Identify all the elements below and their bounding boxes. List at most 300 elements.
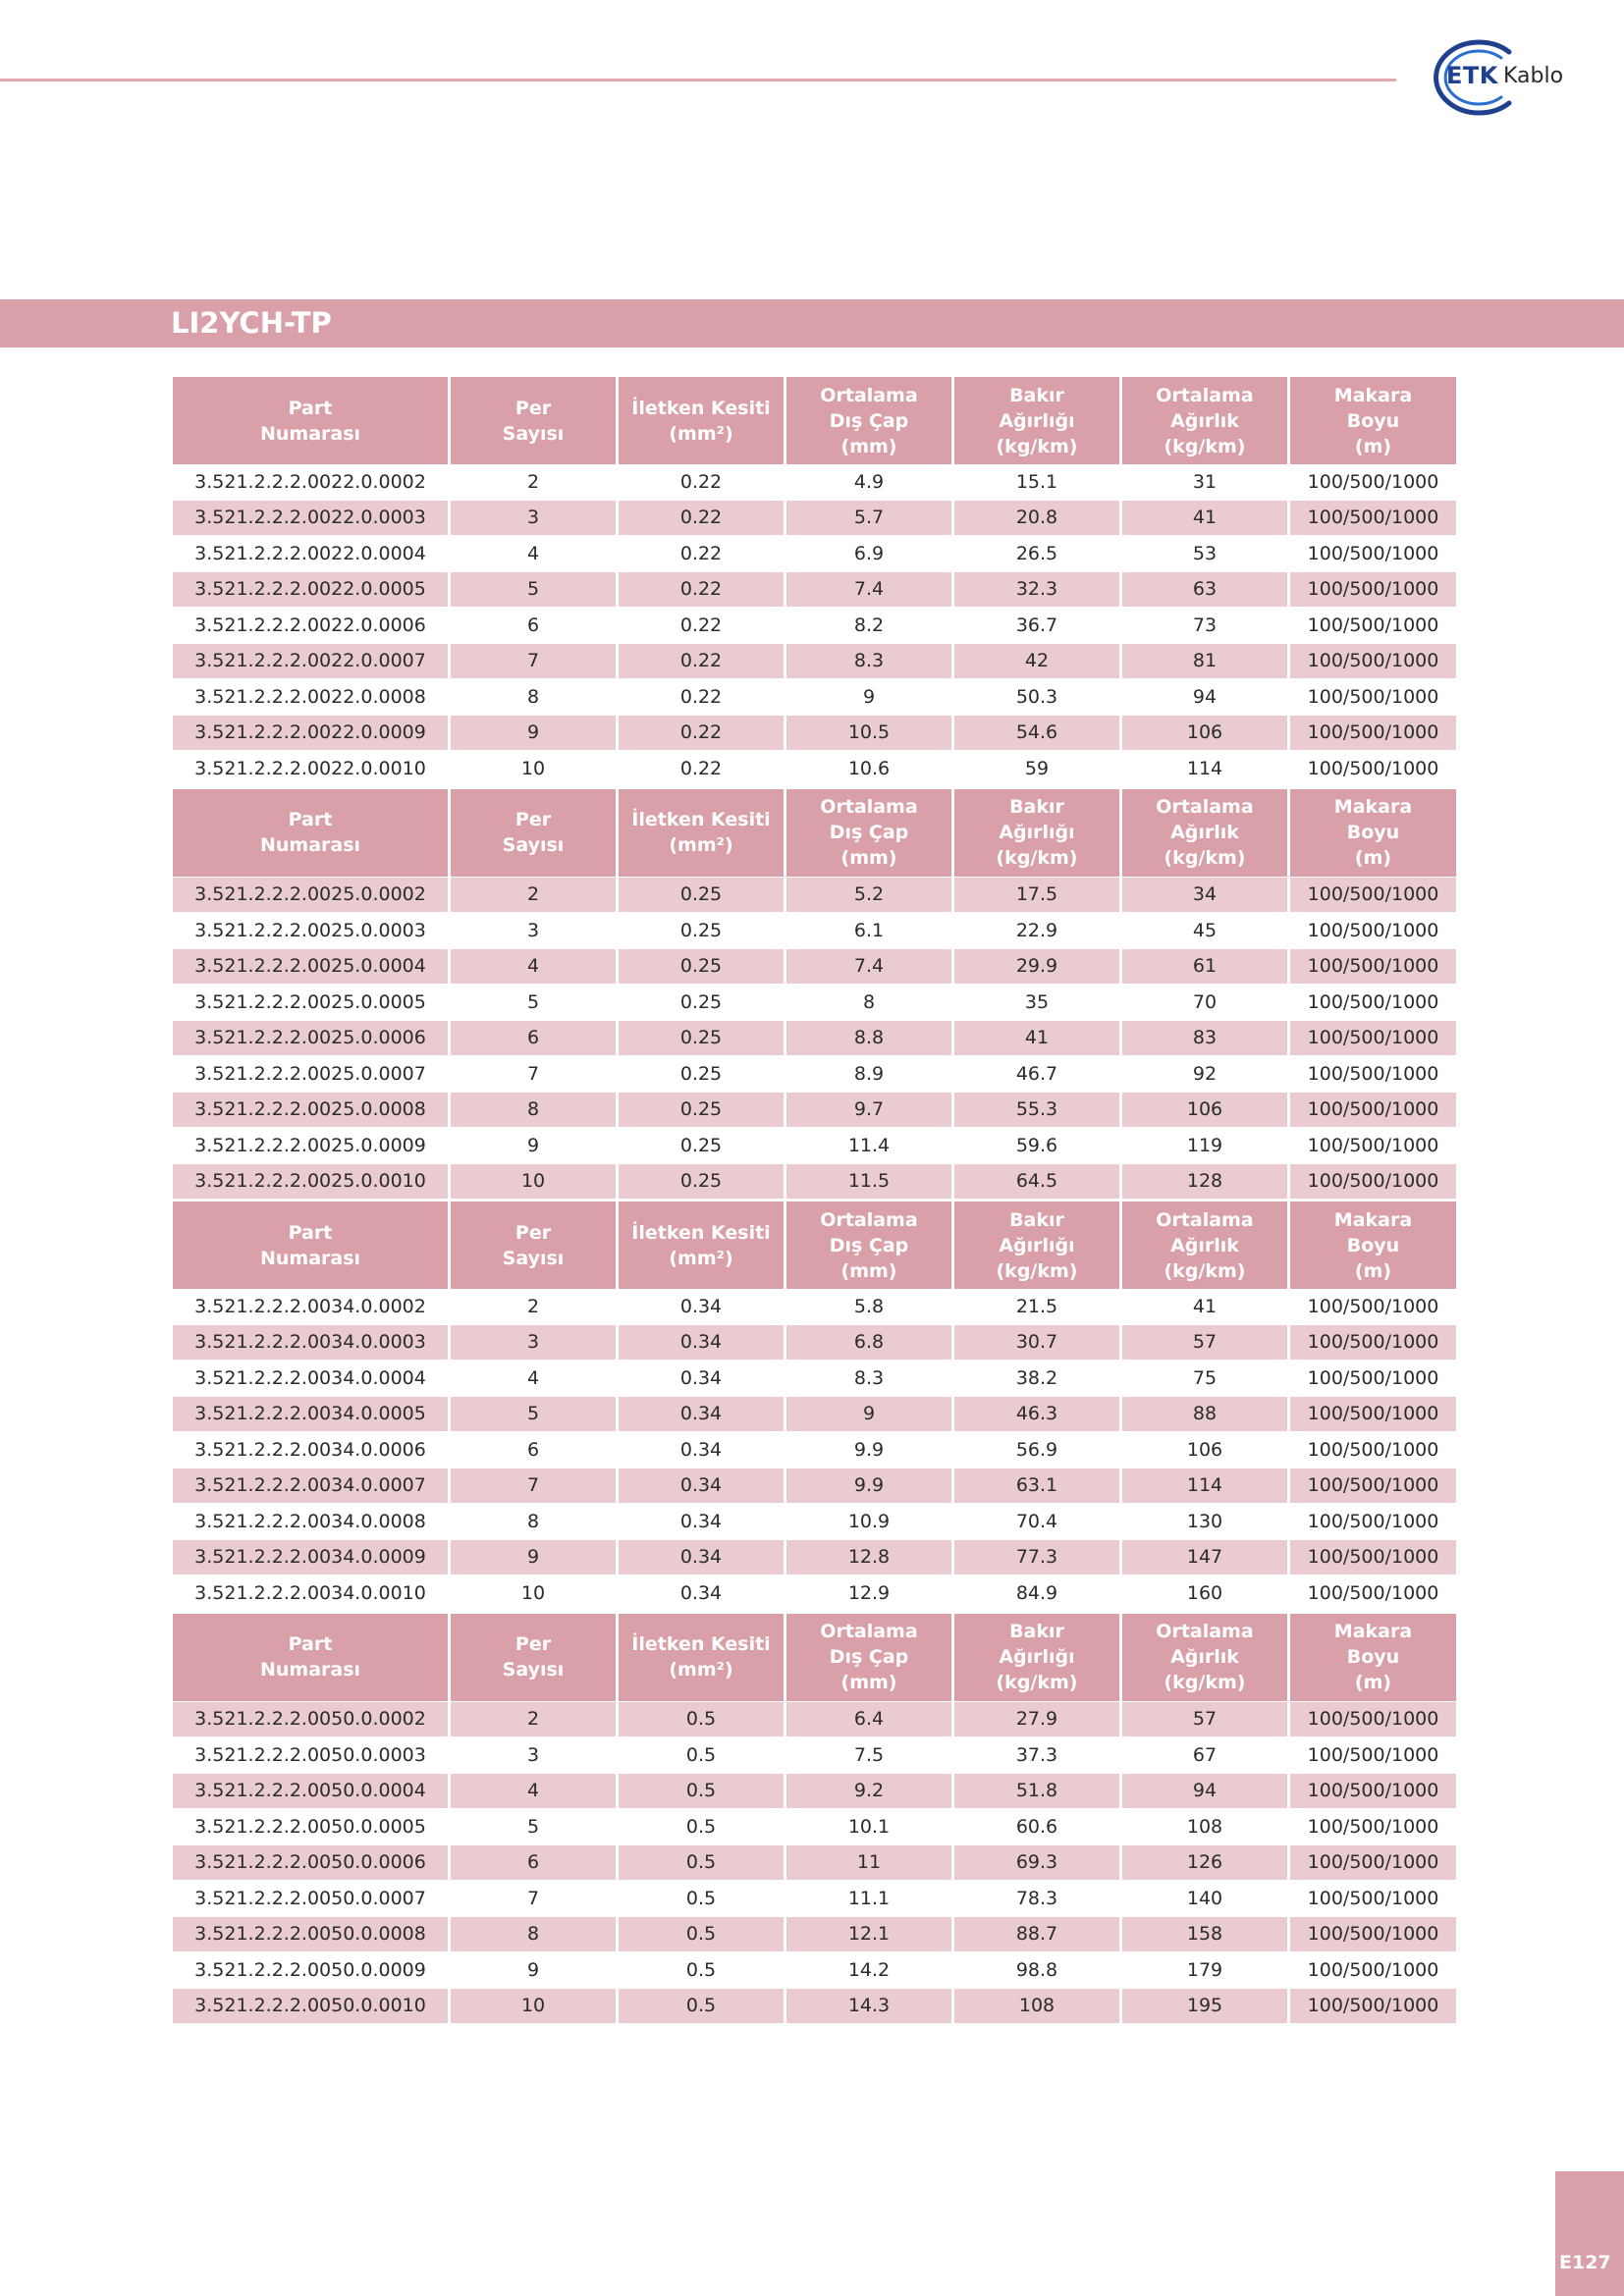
table-cell: 32.3	[953, 571, 1121, 608]
table-cell: 3.521.2.2.2.0025.0.0003	[172, 913, 450, 949]
table-cell: 2	[450, 1289, 618, 1324]
table-row	[172, 1128, 1458, 1164]
column-header-line: Per	[514, 809, 552, 830]
table-cell: 3.521.2.2.2.0022.0.0002	[172, 464, 450, 500]
column-header-line: Ortalama	[820, 384, 918, 406]
table-cell: 3.521.2.2.2.0025.0.0002	[172, 877, 450, 913]
table-cell: 158	[1121, 1916, 1289, 1952]
table-cell: 0.22	[618, 608, 785, 644]
table-cell: 84.9	[953, 1575, 1121, 1613]
table-cell: 100/500/1000	[1289, 571, 1458, 608]
table-cell: 3.521.2.2.2.0022.0.0010	[172, 751, 450, 788]
column-header	[1289, 1612, 1458, 1701]
column-header-line: Numarası	[259, 422, 361, 445]
table-cell: 0.25	[618, 948, 785, 985]
table-cell: 64.5	[953, 1163, 1121, 1201]
table-cell: 12.1	[785, 1916, 953, 1952]
table-cell: 3.521.2.2.2.0025.0.0006	[172, 1020, 450, 1056]
table-cell: 56.9	[953, 1432, 1121, 1468]
table-header-row	[172, 787, 1458, 877]
table-cell: 31	[1121, 464, 1289, 500]
table-cell: 7	[450, 1468, 618, 1504]
table-cell: 100/500/1000	[1289, 1881, 1458, 1917]
column-header-line: (kg/km)	[1164, 435, 1246, 457]
table-cell: 26.5	[953, 536, 1121, 572]
table-cell: 73	[1121, 608, 1289, 644]
table-cell: 9.7	[785, 1092, 953, 1128]
column-header-line: (m)	[1354, 1672, 1392, 1693]
table-cell: 6	[450, 1432, 618, 1468]
table-cell: 100/500/1000	[1289, 985, 1458, 1021]
column-header-line: Boyu	[1346, 1234, 1400, 1256]
table-cell: 9.9	[785, 1432, 953, 1468]
table-cell: 0.5	[618, 1952, 785, 1989]
table-cell: 100/500/1000	[1289, 1289, 1458, 1324]
table-cell: 70	[1121, 985, 1289, 1021]
table-cell: 75	[1121, 1361, 1289, 1397]
table-cell: 100/500/1000	[1289, 1468, 1458, 1504]
column-header-line: (mm²)	[669, 834, 733, 856]
table-row	[172, 1163, 1458, 1201]
table-cell: 106	[1121, 1092, 1289, 1128]
table-cell: 3	[450, 500, 618, 536]
column-header	[1289, 1201, 1458, 1290]
table-cell: 0.22	[618, 679, 785, 716]
table-cell: 3.521.2.2.2.0050.0.0010	[172, 1988, 450, 2024]
table-cell: 34	[1121, 877, 1289, 913]
table-cell: 83	[1121, 1020, 1289, 1056]
table-cell: 94	[1121, 1773, 1289, 1809]
column-header	[172, 376, 450, 465]
table-row	[172, 1324, 1458, 1361]
table-cell: 0.22	[618, 500, 785, 536]
table-cell: 10.1	[785, 1809, 953, 1845]
table-cell: 140	[1121, 1881, 1289, 1917]
table-cell: 3.521.2.2.2.0034.0.0008	[172, 1504, 450, 1540]
table-cell: 0.34	[618, 1575, 785, 1613]
column-header	[450, 787, 618, 877]
table-cell: 100/500/1000	[1289, 1432, 1458, 1468]
table-cell: 6.8	[785, 1324, 953, 1361]
table-cell: 3.521.2.2.2.0050.0.0003	[172, 1737, 450, 1774]
spec-table	[170, 374, 1459, 2024]
table-cell: 100/500/1000	[1289, 1701, 1458, 1737]
column-header-line: Part	[288, 809, 333, 830]
table-cell: 8.3	[785, 1361, 953, 1397]
table-cell: 100/500/1000	[1289, 679, 1458, 716]
table-cell: 100/500/1000	[1289, 751, 1458, 788]
table-cell: 0.25	[618, 913, 785, 949]
table-cell: 0.34	[618, 1539, 785, 1575]
table-cell: 8.2	[785, 608, 953, 644]
table-cell: 3.521.2.2.2.0025.0.0010	[172, 1163, 450, 1201]
table-cell: 46.7	[953, 1056, 1121, 1093]
table-cell: 60.6	[953, 1809, 1121, 1845]
table-cell: 7.4	[785, 948, 953, 985]
table-cell: 3.521.2.2.2.0025.0.0005	[172, 985, 450, 1021]
column-header	[785, 787, 953, 877]
table-cell: 9.9	[785, 1468, 953, 1504]
table-cell: 9	[450, 1952, 618, 1989]
table-row	[172, 1952, 1458, 1989]
column-header-line: Part	[288, 1221, 333, 1244]
table-cell: 0.34	[618, 1468, 785, 1504]
table-cell: 59.6	[953, 1128, 1121, 1164]
table-row	[172, 643, 1458, 679]
table-cell: 108	[1121, 1809, 1289, 1845]
table-cell: 3.521.2.2.2.0025.0.0008	[172, 1092, 450, 1128]
table-cell: 100/500/1000	[1289, 1361, 1458, 1397]
table-cell: 17.5	[953, 877, 1121, 913]
table-row	[172, 985, 1458, 1021]
column-header-line: Bakır	[1009, 796, 1064, 818]
table-cell: 4	[450, 1773, 618, 1809]
table-cell: 0.5	[618, 1773, 785, 1809]
table-cell: 10.5	[785, 715, 953, 751]
table-cell: 0.22	[618, 715, 785, 751]
table-row	[172, 715, 1458, 751]
table-cell: 6.4	[785, 1701, 953, 1737]
table-row	[172, 1844, 1458, 1881]
table-cell: 100/500/1000	[1289, 1128, 1458, 1164]
column-header-line: Ağırlığı	[999, 1234, 1075, 1256]
table-cell: 9	[450, 1128, 618, 1164]
table-cell: 106	[1121, 1432, 1289, 1468]
table-cell: 35	[953, 985, 1121, 1021]
column-header-line: Ağırlık	[1170, 822, 1239, 843]
column-header-line: Bakır	[1009, 384, 1064, 406]
table-cell: 100/500/1000	[1289, 715, 1458, 751]
column-header	[172, 1612, 450, 1701]
column-header-line: (kg/km)	[1164, 1672, 1246, 1693]
table-cell: 15.1	[953, 464, 1121, 500]
table-cell: 100/500/1000	[1289, 608, 1458, 644]
table-cell: 8.9	[785, 1056, 953, 1093]
table-cell: 100/500/1000	[1289, 948, 1458, 985]
column-header-line: Ağırlığı	[999, 1646, 1075, 1668]
column-header-line: Ortalama	[1156, 1208, 1254, 1231]
table-cell: 100/500/1000	[1289, 1163, 1458, 1201]
table-cell: 77.3	[953, 1539, 1121, 1575]
table-cell: 5.7	[785, 500, 953, 536]
table-cell: 6.9	[785, 536, 953, 572]
table-cell: 100/500/1000	[1289, 913, 1458, 949]
column-header	[785, 376, 953, 465]
table-cell: 4	[450, 1361, 618, 1397]
column-header-line: Sayısı	[502, 422, 565, 445]
column-header-line: İletken Kesiti	[631, 397, 771, 419]
table-cell: 100/500/1000	[1289, 1504, 1458, 1540]
logo-mark: ETK	[1446, 62, 1498, 89]
table-cell: 8	[450, 1504, 618, 1540]
table-cell: 100/500/1000	[1289, 877, 1458, 913]
table-cell: 147	[1121, 1539, 1289, 1575]
table-cell: 9	[785, 679, 953, 716]
table-cell: 100/500/1000	[1289, 536, 1458, 572]
column-header-line: (kg/km)	[996, 435, 1078, 457]
column-header-line: Part	[288, 1633, 333, 1655]
table-cell: 0.5	[618, 1988, 785, 2024]
table-row	[172, 1916, 1458, 1952]
column-header-line: (mm²)	[669, 1659, 733, 1681]
column-header-line: Makara	[1333, 796, 1413, 818]
table-cell: 4.9	[785, 464, 953, 500]
table-cell: 10	[450, 1988, 618, 2024]
column-header	[618, 1201, 785, 1290]
table-row	[172, 1809, 1458, 1845]
table-cell: 9.2	[785, 1773, 953, 1809]
column-header-line: Ortalama	[1156, 796, 1254, 818]
table-cell: 94	[1121, 679, 1289, 716]
table-cell: 3.521.2.2.2.0050.0.0004	[172, 1773, 450, 1809]
table-cell: 12.8	[785, 1539, 953, 1575]
table-cell: 0.5	[618, 1844, 785, 1881]
table-cell: 69.3	[953, 1844, 1121, 1881]
table-cell: 29.9	[953, 948, 1121, 985]
table-cell: 50.3	[953, 679, 1121, 716]
table-cell: 100/500/1000	[1289, 1952, 1458, 1989]
column-header-line: (mm)	[840, 1672, 897, 1693]
column-header-line: Sayısı	[502, 1247, 565, 1269]
table-cell: 6	[450, 1844, 618, 1881]
table-cell: 0.25	[618, 1056, 785, 1093]
table-cell: 3.521.2.2.2.0034.0.0004	[172, 1361, 450, 1397]
table-cell: 6	[450, 608, 618, 644]
table-cell: 0.25	[618, 1128, 785, 1164]
column-header-line: (mm²)	[669, 1247, 733, 1269]
column-header-line: Ağırlığı	[999, 409, 1075, 432]
table-cell: 36.7	[953, 608, 1121, 644]
table-cell: 100/500/1000	[1289, 1773, 1458, 1809]
page-number: E127	[1559, 2252, 1611, 2273]
table-cell: 9	[450, 1539, 618, 1575]
table-cell: 3	[450, 1737, 618, 1774]
table-cell: 3.521.2.2.2.0022.0.0006	[172, 608, 450, 644]
table-cell: 100/500/1000	[1289, 1092, 1458, 1128]
table-cell: 63	[1121, 571, 1289, 608]
table-cell: 42	[953, 643, 1121, 679]
table-row	[172, 1504, 1458, 1540]
logo-word: Kablo	[1503, 64, 1564, 88]
column-header-line: Dış Çap	[829, 822, 909, 843]
table-cell: 195	[1121, 1988, 1289, 2024]
product-title: LI2YCH-TP	[171, 306, 332, 340]
table-row	[172, 1881, 1458, 1917]
table-cell: 59	[953, 751, 1121, 788]
table-cell: 27.9	[953, 1701, 1121, 1737]
column-header-line: Makara	[1333, 1208, 1413, 1231]
table-cell: 21.5	[953, 1289, 1121, 1324]
table-cell: 0.34	[618, 1361, 785, 1397]
column-header-line: Numarası	[259, 1247, 361, 1269]
table-cell: 0.22	[618, 536, 785, 572]
table-cell: 8	[450, 679, 618, 716]
column-header-line: Sayısı	[502, 1659, 565, 1681]
table-cell: 88	[1121, 1396, 1289, 1432]
table-cell: 2	[450, 1701, 618, 1737]
table-cell: 5	[450, 985, 618, 1021]
column-header-line: Per	[514, 1633, 552, 1655]
table-row	[172, 571, 1458, 608]
table-cell: 10.9	[785, 1504, 953, 1540]
column-header	[618, 1612, 785, 1701]
table-cell: 100/500/1000	[1289, 1539, 1458, 1575]
table-row	[172, 1289, 1458, 1324]
table-cell: 11.4	[785, 1128, 953, 1164]
table-row	[172, 1020, 1458, 1056]
table-cell: 12.9	[785, 1575, 953, 1613]
table-cell: 100/500/1000	[1289, 1737, 1458, 1774]
column-header-line: Part	[288, 397, 333, 419]
table-cell: 0.25	[618, 1020, 785, 1056]
table-cell: 9	[785, 1396, 953, 1432]
table-row	[172, 1988, 1458, 2024]
table-cell: 3.521.2.2.2.0034.0.0010	[172, 1575, 450, 1613]
column-header-line: (kg/km)	[1164, 847, 1246, 869]
table-cell: 45	[1121, 913, 1289, 949]
table-cell: 100/500/1000	[1289, 1396, 1458, 1432]
table-row	[172, 1432, 1458, 1468]
table-row	[172, 1539, 1458, 1575]
column-header-line: Numarası	[259, 834, 361, 856]
table-row	[172, 1468, 1458, 1504]
table-row	[172, 1773, 1458, 1809]
table-cell: 10	[450, 1575, 618, 1613]
column-header-line: Dış Çap	[829, 1234, 909, 1256]
column-header-line: Boyu	[1346, 1646, 1400, 1668]
table-cell: 3.521.2.2.2.0050.0.0002	[172, 1701, 450, 1737]
table-cell: 0.34	[618, 1396, 785, 1432]
table-cell: 88.7	[953, 1916, 1121, 1952]
table-cell: 0.5	[618, 1737, 785, 1774]
column-header-line: (mm)	[840, 435, 897, 457]
table-cell: 160	[1121, 1575, 1289, 1613]
table-cell: 100/500/1000	[1289, 1809, 1458, 1845]
table-cell: 67	[1121, 1737, 1289, 1774]
column-header-line: Numarası	[259, 1659, 361, 1681]
table-row	[172, 679, 1458, 716]
table-cell: 3.521.2.2.2.0050.0.0007	[172, 1881, 450, 1917]
table-row	[172, 1575, 1458, 1613]
table-cell: 108	[953, 1988, 1121, 2024]
table-cell: 3.521.2.2.2.0025.0.0004	[172, 948, 450, 985]
table-cell: 3.521.2.2.2.0034.0.0009	[172, 1539, 450, 1575]
table-cell: 3.521.2.2.2.0022.0.0009	[172, 715, 450, 751]
table-cell: 6	[450, 1020, 618, 1056]
table-cell: 9	[450, 715, 618, 751]
table-cell: 7.5	[785, 1737, 953, 1774]
column-header-line: Bakır	[1009, 1621, 1064, 1642]
table-cell: 100/500/1000	[1289, 464, 1458, 500]
column-header-line: (m)	[1354, 435, 1392, 457]
table-cell: 11	[785, 1844, 953, 1881]
table-header-row	[172, 1612, 1458, 1701]
column-header-line: (kg/km)	[996, 1672, 1078, 1693]
table-cell: 54.6	[953, 715, 1121, 751]
table-cell: 0.5	[618, 1881, 785, 1917]
table-cell: 5	[450, 1396, 618, 1432]
column-header-line: Sayısı	[502, 834, 565, 856]
column-header	[785, 1201, 953, 1290]
table-cell: 5	[450, 1809, 618, 1845]
table-row	[172, 948, 1458, 985]
table-cell: 5	[450, 571, 618, 608]
table-cell: 98.8	[953, 1952, 1121, 1989]
table-cell: 106	[1121, 715, 1289, 751]
table-cell: 100/500/1000	[1289, 1916, 1458, 1952]
column-header	[953, 1612, 1121, 1701]
column-header	[1121, 376, 1289, 465]
column-header-line: Per	[514, 1221, 552, 1244]
table-cell: 55.3	[953, 1092, 1121, 1128]
table-cell: 57	[1121, 1324, 1289, 1361]
table-cell: 38.2	[953, 1361, 1121, 1397]
table-cell: 100/500/1000	[1289, 1324, 1458, 1361]
column-header-line: (m)	[1354, 847, 1392, 869]
table-cell: 30.7	[953, 1324, 1121, 1361]
table-row	[172, 877, 1458, 913]
table-cell: 11.1	[785, 1881, 953, 1917]
table-row	[172, 1092, 1458, 1128]
table-cell: 2	[450, 877, 618, 913]
table-cell: 0.25	[618, 877, 785, 913]
table-cell: 5.2	[785, 877, 953, 913]
table-cell: 3	[450, 913, 618, 949]
header-rule	[0, 79, 1396, 81]
table-row	[172, 1396, 1458, 1432]
table-cell: 5.8	[785, 1289, 953, 1324]
table-cell: 7	[450, 643, 618, 679]
table-cell: 0.22	[618, 464, 785, 500]
table-cell: 57	[1121, 1701, 1289, 1737]
table-cell: 22.9	[953, 913, 1121, 949]
column-header	[450, 376, 618, 465]
table-cell: 0.5	[618, 1916, 785, 1952]
table-header-row	[172, 376, 1458, 465]
brand-logo[interactable]	[1419, 34, 1591, 121]
table-cell: 3	[450, 1324, 618, 1361]
table-cell: 41	[1121, 1289, 1289, 1324]
table-cell: 10	[450, 751, 618, 788]
table-cell: 61	[1121, 948, 1289, 985]
table-row	[172, 1701, 1458, 1737]
table-cell: 3.521.2.2.2.0025.0.0007	[172, 1056, 450, 1093]
column-header-line: İletken Kesiti	[631, 809, 771, 830]
column-header	[618, 376, 785, 465]
table-cell: 8	[450, 1916, 618, 1952]
table-cell: 3.521.2.2.2.0050.0.0006	[172, 1844, 450, 1881]
table-cell: 100/500/1000	[1289, 1056, 1458, 1093]
table-cell: 126	[1121, 1844, 1289, 1881]
column-header-line: Ağırlık	[1170, 1234, 1239, 1256]
table-cell: 100/500/1000	[1289, 1575, 1458, 1613]
table-row	[172, 751, 1458, 788]
table-cell: 3.521.2.2.2.0034.0.0006	[172, 1432, 450, 1468]
table-cell: 3.521.2.2.2.0034.0.0002	[172, 1289, 450, 1324]
table-cell: 100/500/1000	[1289, 1988, 1458, 2024]
column-header-line: Ortalama	[820, 1621, 918, 1642]
table-cell: 3.521.2.2.2.0022.0.0004	[172, 536, 450, 572]
table-cell: 3.521.2.2.2.0050.0.0008	[172, 1916, 450, 1952]
table-row	[172, 1361, 1458, 1397]
table-cell: 20.8	[953, 500, 1121, 536]
table-cell: 53	[1121, 536, 1289, 572]
column-header	[953, 1201, 1121, 1290]
column-header-line: (mm)	[840, 1259, 897, 1282]
table-cell: 3.521.2.2.2.0025.0.0009	[172, 1128, 450, 1164]
column-header-line: (kg/km)	[996, 847, 1078, 869]
column-header	[450, 1612, 618, 1701]
